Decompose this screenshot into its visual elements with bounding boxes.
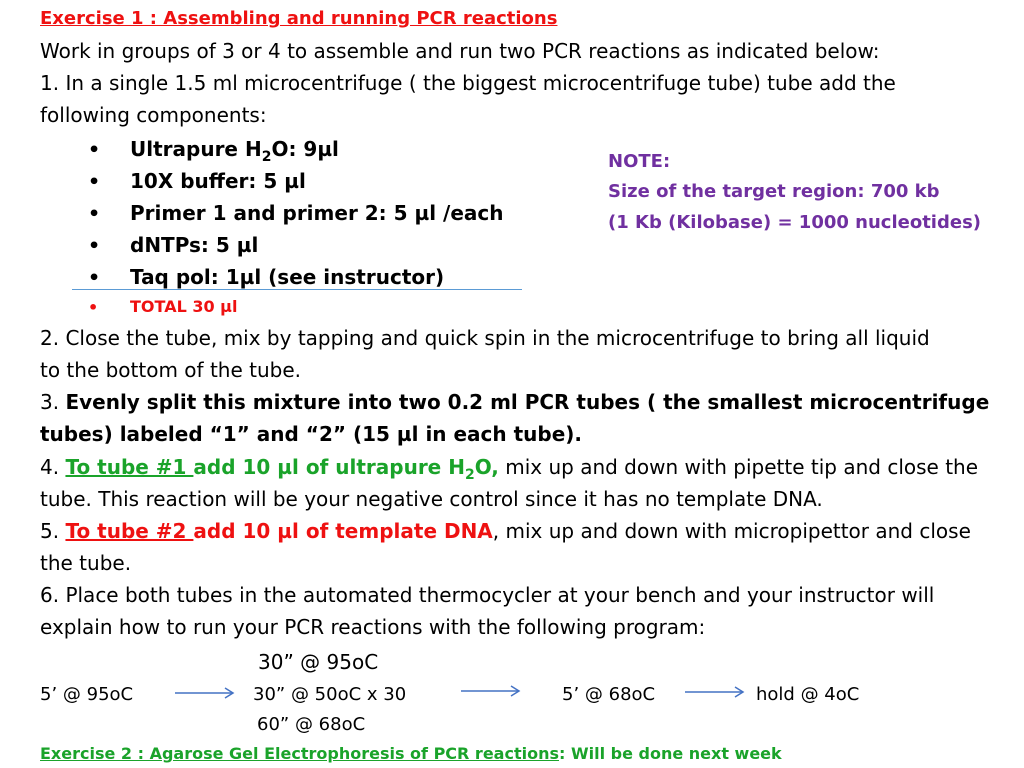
component-buffer: 10X buffer: 5 µl — [130, 169, 306, 193]
note-line2: (1 Kb (Kilobase) = 1000 nucleotides) — [608, 212, 982, 233]
component-taq: Taq pol: 1µl (see instructor) — [130, 265, 445, 289]
step5-line1: 5. To tube #2 add 10 µl of template DNA, mix up and down with micropipettor and close — [40, 519, 971, 543]
step4-line2: tube. This reaction will be your negative control since it has no template DNA. — [40, 487, 823, 511]
component-primers: Primer 1 and primer 2: 5 µl /each — [130, 201, 504, 225]
program-anneal: 30” @ 50oC x 30 — [253, 684, 407, 705]
bullet-icon: • — [88, 203, 101, 225]
component-dntps: dNTPs: 5 µl — [130, 233, 259, 257]
bullet-icon: • — [88, 235, 101, 257]
bullet-icon: • — [88, 267, 101, 289]
step5-line2: the tube. — [40, 551, 132, 575]
program-hold: hold @ 4oC — [756, 684, 860, 705]
step4-line1: 4. To tube #1 add 10 µl of ultrapure $H_2O$, mix up and down with pipette tip and close the — [40, 455, 979, 483]
exercise1-title: Exercise 1 : Assembling and running PCR reactions — [40, 8, 558, 29]
step1-line1: 1. In a single 1.5 ml microcentrifuge ( the biggest microcentrifuge tube) tube add the — [40, 71, 896, 95]
program-extend: 60” @ 68oC — [257, 714, 366, 735]
step6-line1: 6. Place both tubes in the automated thermocycler at your bench and your instructor will — [40, 583, 935, 607]
arrow-right-icon — [174, 686, 240, 700]
step1-line2: following components: — [40, 103, 267, 127]
program-final-extension: 5’ @ 68oC — [562, 684, 656, 705]
arrow-right-icon — [460, 684, 526, 698]
note-line1: Size of the target region: 700 kb — [608, 181, 940, 202]
component-water: Ultrapure $H_2O$: 9µl — [130, 137, 339, 165]
step3-line2: tubes) labeled “1” and “2” (15 µl in each tube). — [40, 422, 583, 446]
program-initial: 5’ @ 95oC — [40, 684, 134, 705]
exercise2-title: Exercise 2 : Agarose Gel Electrophoresis of PCR reactions: Will be done next week — [40, 744, 782, 763]
intro-text: Work in groups of 3 or 4 to assemble and run two PCR reactions as indicated below: — [40, 39, 880, 63]
component-total: TOTAL 30 µl — [130, 297, 238, 316]
step2-line1: 2. Close the tube, mix by tapping and quick spin in the microcentrifuge to bring all liquid — [40, 326, 930, 350]
arrow-right-icon — [684, 685, 750, 699]
total-divider — [72, 289, 522, 290]
bullet-icon: • — [88, 139, 101, 161]
step3-line1: 3. Evenly split this mixture into two 0.2 ml PCR tubes ( the smallest microcentrifuge — [40, 390, 990, 414]
note-label: NOTE: — [608, 151, 671, 172]
program-denature: 30” @ 95oC — [258, 650, 379, 674]
bullet-icon: • — [88, 298, 99, 317]
step2-line2: to the bottom of the tube. — [40, 358, 301, 382]
bullet-icon: • — [88, 171, 101, 193]
step6-line2: explain how to run your PCR reactions with the following program: — [40, 615, 706, 639]
